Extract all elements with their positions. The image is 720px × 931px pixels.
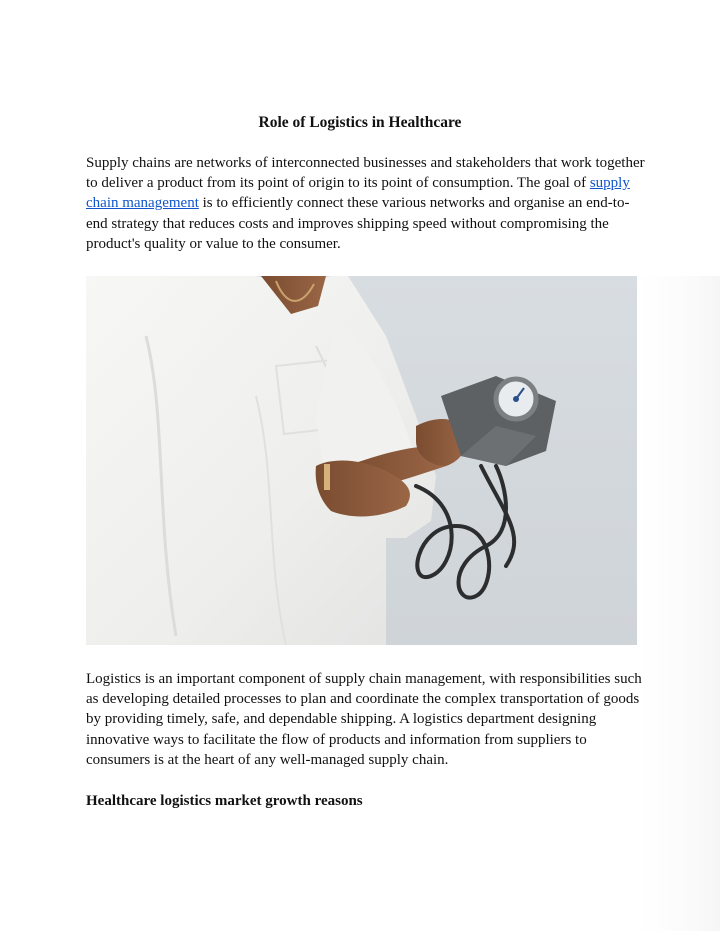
supply-chain-management-link[interactable]: supply chain management — [86, 175, 630, 212]
intro-text-after-link: is to efficiently connect these various networks and organise an end-to-end strategy that reduces costs and improves shipping speed without compromising the product's quality or value to the consumer. — [86, 195, 630, 252]
photo-illustration — [86, 276, 637, 645]
document-title: Role of Logistics in Healthcare — [258, 114, 462, 131]
intro-paragraph — [86, 153, 646, 254]
right-margin-shade — [637, 276, 720, 931]
bracelet — [324, 464, 330, 490]
logistics-paragraph: Logistics is an important component of supply chain management, with responsibilities such as developing detailed processes to plan and coordinate the complex transportation of goods by providing timely, safe, and dependable shipping. A logistics department designing innovative ways to facilitate the flow of products and information from suppliers to consumers is at the heart of any well-managed supply chain. — [86, 671, 642, 768]
section-heading: Healthcare logistics market growth reasons — [86, 793, 363, 809]
healthcare-photo — [86, 276, 637, 645]
intro-text-before-link: Supply chains are networks of interconnected businesses and stakeholders that work together to deliver a product from its point of origin to its point of consumption. The goal of — [86, 155, 645, 192]
